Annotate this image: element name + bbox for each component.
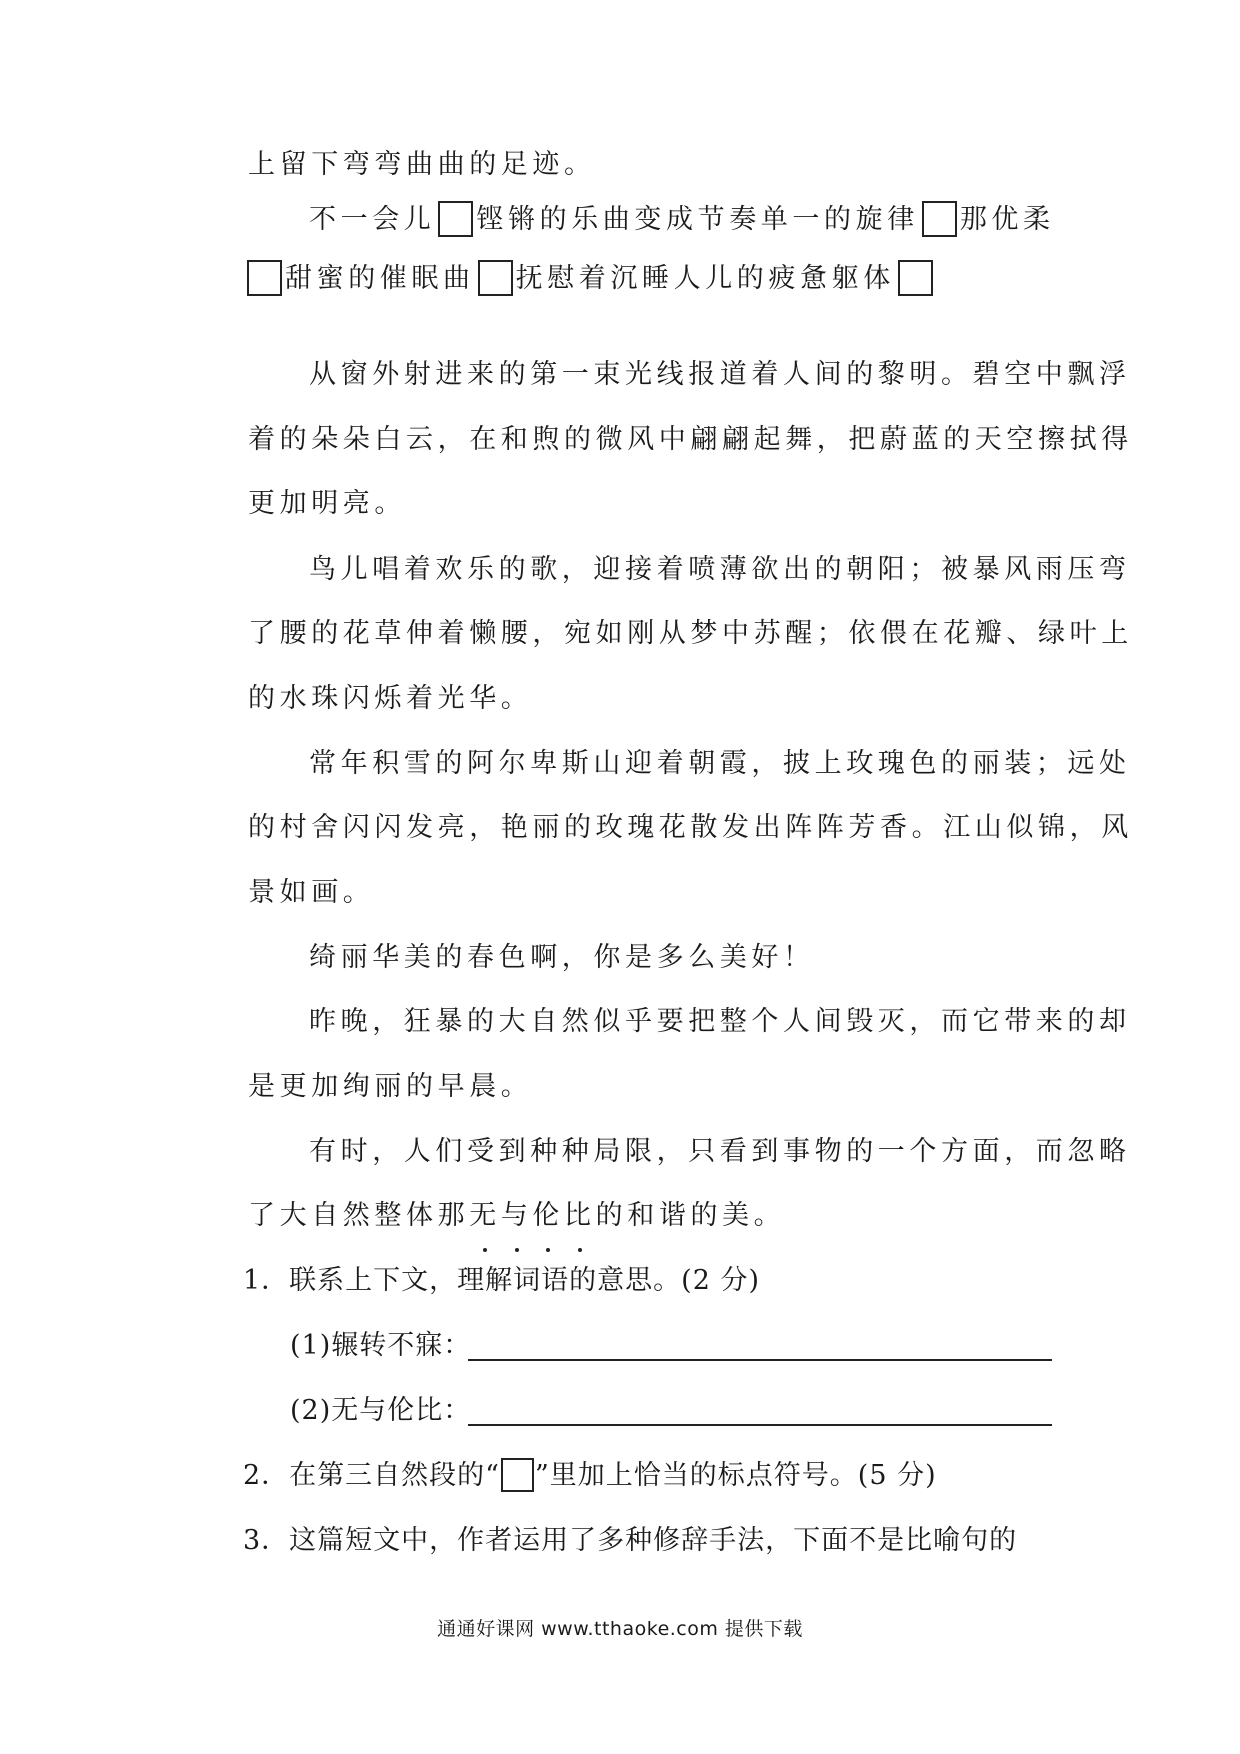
passage-paragraph-3-line-2: 甜蜜的催眠曲 抚慰着沉睡人儿的疲惫躯体 <box>244 259 936 299</box>
passage-line: 鸟儿唱着欢乐的歌，迎接着喷薄欲出的朝阳；被暴风雨压弯 <box>309 554 1131 585</box>
punctuation-blank-box[interactable] <box>922 201 957 237</box>
punctuation-blank-box[interactable] <box>478 260 513 296</box>
passage-line: 昨晚，狂暴的大自然似乎要把整个人间毁灭，而它带来的却 <box>309 1006 1131 1037</box>
question-1-item-2-label: (2)无与伦比： <box>290 1395 472 1426</box>
passage-line: 着的朵朵白云，在和煦的微风中翩翩起舞，把蔚蓝的天空擦拭得 <box>248 424 1133 455</box>
punctuation-blank-box <box>501 1458 534 1492</box>
passage-line: 景如画。 <box>248 877 375 908</box>
emphasized-char: 与 <box>501 1196 533 1236</box>
answer-line-1[interactable] <box>468 1359 1052 1361</box>
question-3: 3．这篇短文中，作者运用了多种修辞手法，下面不是比喻句的 <box>243 1525 1018 1556</box>
passage-line: 绮丽华美的春色啊，你是多么美好！ <box>309 942 815 973</box>
passage-line: 的村舍闪闪发亮，艳丽的玫瑰花散发出阵阵芳香。江山似锦，风 <box>248 812 1133 843</box>
passage-line: 是更加绚丽的早晨。 <box>248 1071 533 1102</box>
question-1: 1．联系上下文，理解词语的意思。(2 分) <box>243 1265 761 1296</box>
answer-line-2[interactable] <box>468 1424 1052 1426</box>
passage-paragraph-3-line-1: 不一会儿 铿锵的乐曲变成节奏单一的旋律 那优柔 <box>309 200 1055 240</box>
question-2: 2．在第三自然段的“ ”里加上恰当的标点符号。(5 分) <box>243 1456 937 1496</box>
passage-line: 更加明亮。 <box>248 488 406 519</box>
passage-line: 上留下弯弯曲曲的足迹。 <box>248 149 596 180</box>
passage-line: 从窗外射进来的第一束光线报道着人间的黎明。碧空中飘浮 <box>309 359 1131 390</box>
passage-line-with-emphasis: 了大自然整体那无与伦比的和谐的美。 <box>248 1196 785 1236</box>
punctuation-blank-box[interactable] <box>898 260 933 296</box>
passage-line: 常年积雪的阿尔卑斯山迎着朝霞，披上玫瑰色的丽装；远处 <box>309 748 1131 779</box>
emphasized-char: 伦 <box>532 1196 564 1236</box>
question-1-item-1-label: (1)辗转不寐： <box>290 1330 472 1361</box>
passage-line: 有时，人们受到种种局限，只看到事物的一个方面，而忽略 <box>309 1136 1131 1167</box>
passage-line: 的水珠闪烁着光华。 <box>248 683 533 714</box>
passage-line: 了腰的花草伸着懒腰，宛如刚从梦中苏醒；依偎在花瓣、绿叶上 <box>248 618 1133 649</box>
footer-credit: 通通好课网 www.tthaoke.com 提供下载 <box>437 1618 803 1640</box>
punctuation-blank-box[interactable] <box>438 201 473 237</box>
emphasized-char: 无 <box>469 1196 501 1236</box>
punctuation-blank-box[interactable] <box>247 260 282 296</box>
emphasized-char: 比 <box>564 1196 596 1236</box>
